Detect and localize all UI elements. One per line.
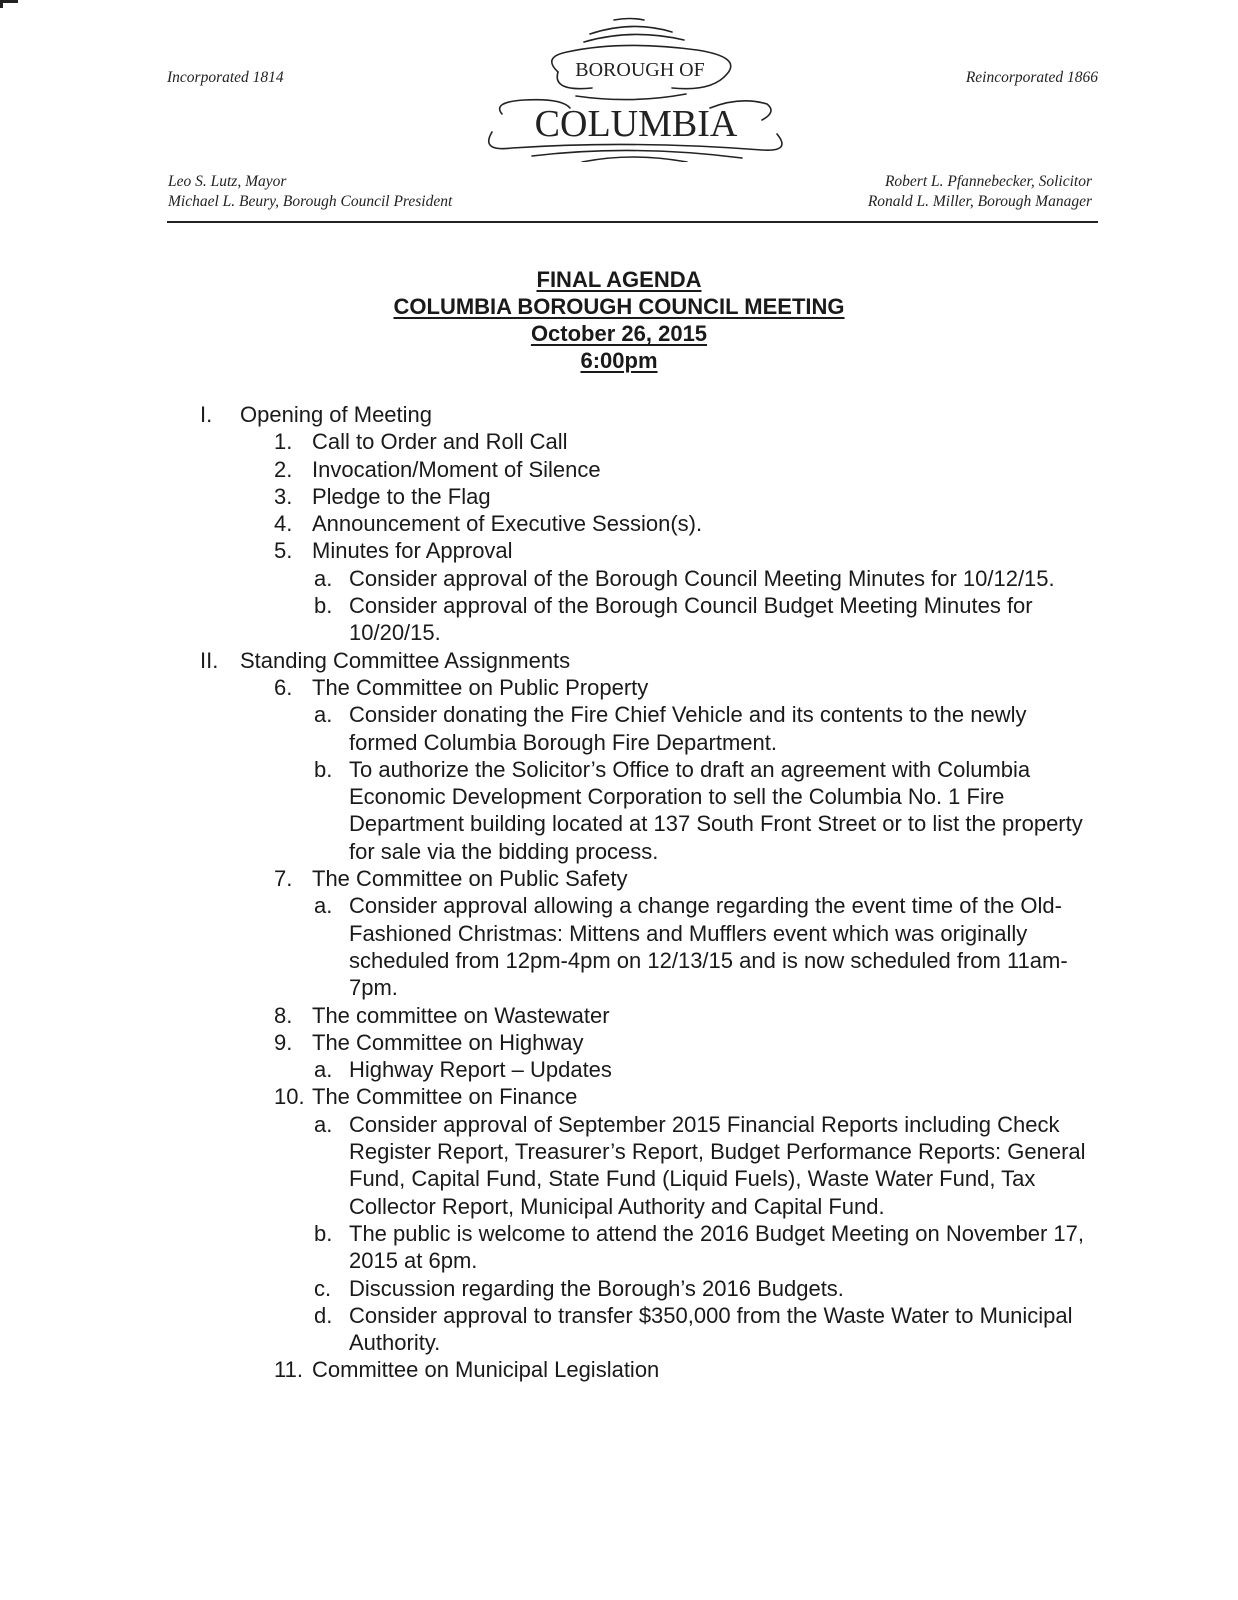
agenda-number: 6.: [274, 674, 293, 700]
agenda-text: Minutes for Approval: [312, 538, 513, 564]
reincorporated-date: Reincorporated 1866: [965, 69, 1098, 86]
meeting-date: October 26, 2015: [530, 321, 708, 346]
agenda-text: Committee on Municipal Legislation: [312, 1357, 660, 1383]
agenda-title: [0, 266, 1238, 374]
agenda-number: a.: [314, 893, 333, 919]
agenda-text: The Committee on Highway: [312, 1029, 584, 1055]
agenda-subitem: [0, 1056, 1238, 1083]
agenda-text: The Committee on Public Safety: [312, 866, 628, 892]
agenda-item: [0, 865, 1238, 892]
agenda-subitem: [0, 592, 1238, 647]
agenda-item: [0, 1002, 1238, 1029]
logo-main-text: COLUMBIA: [534, 103, 738, 145]
agenda-text: Pledge to the Flag: [312, 483, 491, 509]
agenda-text: Announcement of Executive Session(s).: [312, 511, 703, 537]
agenda-item: [0, 1356, 1238, 1383]
agenda-subitem: [0, 892, 1238, 1001]
agenda-text: Standing Committee Assignments: [240, 647, 571, 673]
agenda-item: [0, 537, 1238, 564]
agenda-text: Consider approval of the Borough Council Meeting Minutes for 10/12/15.: [349, 565, 1055, 591]
agenda-list: [0, 401, 1238, 1384]
borough-manager: Ronald L. Miller, Borough Manager: [867, 193, 1092, 210]
agenda-subitem: [0, 565, 1238, 592]
agenda-item: [0, 1083, 1238, 1110]
agenda-number: 3.: [274, 483, 293, 509]
agenda-number: a.: [314, 702, 333, 728]
agenda-section: [0, 401, 1238, 428]
agenda-text: Highway Report – Updates: [349, 1057, 612, 1083]
council-president: Michael L. Beury, Borough Council President: [168, 193, 453, 210]
agenda-text: Discussion regarding the Borough’s 2016 Budgets.: [349, 1275, 844, 1301]
agenda-number: 1.: [274, 429, 293, 455]
agenda-text: Call to Order and Roll Call: [312, 429, 568, 455]
agenda-text: The Committee on Public Property: [312, 674, 649, 700]
officials-right: [868, 172, 1092, 212]
agenda-text: Opening of Meeting: [240, 402, 433, 427]
agenda-subitem: [0, 1302, 1238, 1357]
title-line-2: COLUMBIA BOROUGH COUNCIL MEETING: [393, 294, 845, 319]
title-line-1: FINAL AGENDA: [536, 267, 702, 292]
agenda-subitem: [0, 1220, 1238, 1275]
agenda-item: [0, 456, 1238, 483]
agenda-item: [0, 428, 1238, 455]
scan-mark: [0, 0, 3, 8]
header-divider: [167, 221, 1098, 223]
agenda-number: 7.: [274, 866, 293, 892]
agenda-text: To authorize the Solicitor’s Office to draft an agreement with Columbia Economic Development Corporation to sell the Columbia No. 1 Fire Department building located at 137 South Front Street or to list the property for sale via the bidding process.: [349, 756, 1083, 864]
agenda-subitem: [0, 1111, 1238, 1220]
agenda-number: a.: [314, 1057, 333, 1083]
agenda-item: [0, 1029, 1238, 1056]
agenda-item: [0, 510, 1238, 537]
agenda-number: b.: [314, 756, 333, 782]
agenda-text: The public is welcome to attend the 2016 Budget Meeting on November 17, 2015 at 6pm.: [349, 1220, 1085, 1274]
agenda-text: Consider approval allowing a change regarding the event time of the Old-Fashioned Christmas: Mittens and Mufflers event which was originally scheduled from 12pm-4pm on 12/13/15 and is now scheduled from 11am-7pm.: [349, 893, 1068, 1001]
logo-top-text: BOROUGH OF: [575, 59, 705, 81]
mayor: Leo S. Lutz, Mayor: [168, 173, 287, 190]
agenda-subitem: [0, 756, 1238, 865]
agenda-text: Consider donating the Fire Chief Vehicle and its contents to the newly formed Columbia Borough Fire Department.: [349, 702, 1027, 755]
solicitor: Robert L. Pfannebecker, Solicitor: [884, 173, 1092, 190]
agenda-text: Consider approval of September 2015 Financial Reports including Check Register Report, Treasurer’s Report, Budget Performance Reports: General Fund, Capital Fund, State Fund (Liquid Fuels), Waste Water Fund, Tax Collector Report, Municipal Authority and Capital Fund.: [349, 1111, 1086, 1219]
agenda-number: 11.: [274, 1357, 303, 1383]
agenda-number: 5.: [274, 538, 293, 564]
borough-logo: [472, 12, 802, 162]
agenda-number: 2.: [274, 456, 293, 482]
agenda-number: 9.: [274, 1029, 293, 1055]
agenda-text: Consider approval of the Borough Council Budget Meeting Minutes for 10/20/15.: [349, 593, 1033, 646]
agenda-text: Consider approval to transfer $350,000 from the Waste Water to Municipal Authority.: [349, 1302, 1073, 1356]
officials-left: [168, 172, 452, 212]
agenda-text: The committee on Wastewater: [312, 1002, 610, 1028]
agenda-item: [0, 674, 1238, 701]
agenda-section: [0, 647, 1238, 674]
agenda-number: d.: [314, 1302, 333, 1328]
agenda-number: I.: [200, 402, 213, 427]
agenda-text: The Committee on Finance: [312, 1084, 578, 1110]
incorporated-date: Incorporated 1814: [167, 69, 284, 86]
agenda-number: c.: [314, 1275, 332, 1301]
agenda-number: a.: [314, 1111, 333, 1137]
agenda-number: 10.: [274, 1084, 305, 1110]
agenda-item: [0, 483, 1238, 510]
meeting-time: 6:00pm: [580, 348, 658, 373]
agenda-number: 8.: [274, 1002, 293, 1028]
agenda-number: b.: [314, 593, 333, 619]
agenda-number: 4.: [274, 511, 293, 537]
agenda-subitem: [0, 1275, 1238, 1302]
agenda-number: a.: [314, 565, 333, 591]
agenda-number: b.: [314, 1220, 333, 1246]
agenda-subitem: [0, 701, 1238, 756]
agenda-text: Invocation/Moment of Silence: [312, 456, 601, 482]
agenda-number: II.: [200, 647, 219, 673]
